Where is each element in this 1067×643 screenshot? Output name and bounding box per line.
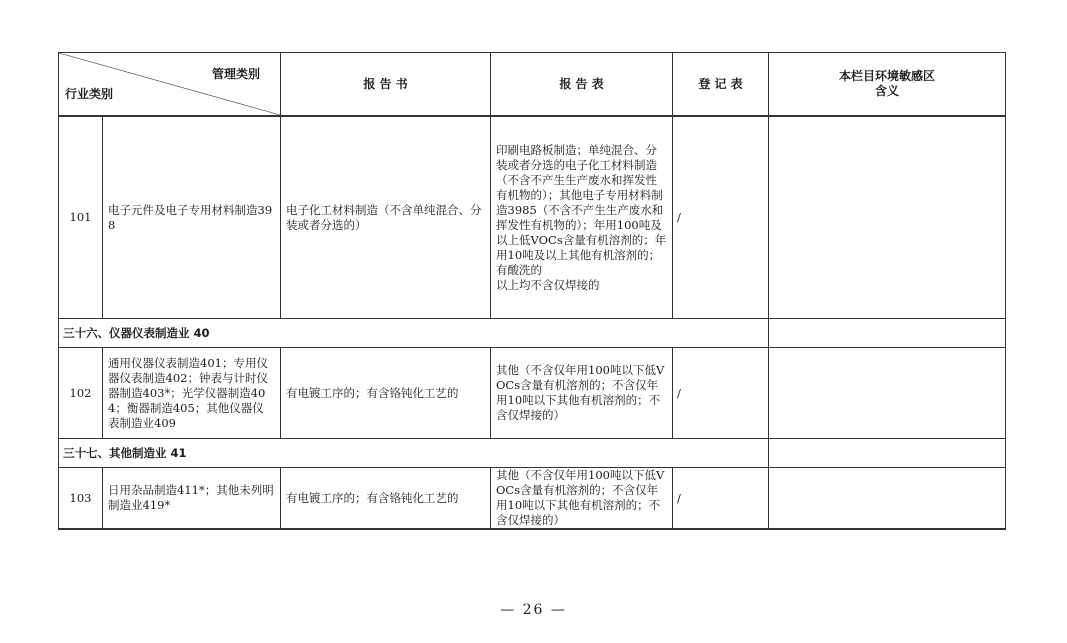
sensitive-area-header <box>769 53 1006 117</box>
classification-table <box>58 52 1006 530</box>
report-form-header: 报 告 表 <box>491 53 673 117</box>
row-number: 101 <box>59 116 103 319</box>
section-empty-cell <box>769 319 1006 348</box>
table-row <box>59 468 1006 530</box>
register-form-cell: / <box>673 468 769 530</box>
industry-category-label: 行业类别 <box>65 87 114 101</box>
section-heading-36: 三十六、仪器仪表制造业 40 <box>59 319 769 348</box>
section-row <box>59 319 1006 348</box>
report-book-header: 报 告 书 <box>281 53 491 117</box>
report-book-cell: 电子化工材料制造（不含单纯混合、分装或者分选的） <box>281 116 491 319</box>
page-number: — 26 — <box>500 602 567 618</box>
header-row <box>59 53 1006 117</box>
report-book-cell: 有电镀工序的；有含铬钝化工艺的 <box>281 468 491 530</box>
classification-table-container <box>58 52 1005 530</box>
table-row <box>59 348 1006 439</box>
report-book-cell: 有电镀工序的；有含铬钝化工艺的 <box>281 348 491 439</box>
diagonal-line <box>59 53 280 115</box>
industry-cell: 通用仪器仪表制造401；专用仪器仪表制造402；钟表与计时仪器制造403*；光学仪器制造404；衡器制造405；其他仪器仪表制造业409 <box>103 348 281 439</box>
row-number: 102 <box>59 348 103 439</box>
section-row <box>59 439 1006 468</box>
register-form-cell: / <box>673 116 769 319</box>
table-row <box>59 116 1006 319</box>
section-empty-cell <box>769 439 1006 468</box>
register-form-header: 登 记 表 <box>673 53 769 117</box>
section-heading-37: 三十七、其他制造业 41 <box>59 439 769 468</box>
report-form-cell: 其他（不含仅年用100吨以下低VOCs含量有机溶剂的；不含仅年用10吨以下其他有机溶剂的；不含仅焊接的） <box>491 468 673 530</box>
sensitive-area-header-line2: 含义 <box>874 84 899 98</box>
report-form-cell <box>491 116 673 319</box>
sensitive-area-cell <box>769 468 1006 530</box>
industry-cell: 电子元件及电子专用材料制造398 <box>103 116 281 319</box>
report-form-text: 印刷电路板制造；单纯混合、分装或者分选的电子化工材料制造（不含不产生生产废水和挥发性有机物的）；其他电子专用材料制造3985（不含不产生生产废水和挥发性有机物的）；年用100吨及以上低VOCs含量有机溶剂的；年用10吨及以上其他有机溶剂的；有酸洗的 <box>496 142 667 277</box>
industry-cell: 日用杂品制造411*；其他未列明制造业419* <box>103 468 281 530</box>
row-number: 103 <box>59 468 103 530</box>
report-form-note: 以上均不含仅焊接的 <box>496 277 600 292</box>
management-category-label: 管理类别 <box>211 67 260 81</box>
sensitive-area-cell <box>769 116 1006 319</box>
register-form-cell: / <box>673 348 769 439</box>
sensitive-area-header-line1: 本栏目环境敏感区 <box>838 69 935 83</box>
sensitive-area-cell <box>769 348 1006 439</box>
report-form-cell: 其他（不含仅年用100吨以下低VOCs含量有机溶剂的；不含仅年用10吨以下其他有机溶剂的；不含仅焊接的） <box>491 348 673 439</box>
diagonal-header-cell <box>59 53 281 117</box>
